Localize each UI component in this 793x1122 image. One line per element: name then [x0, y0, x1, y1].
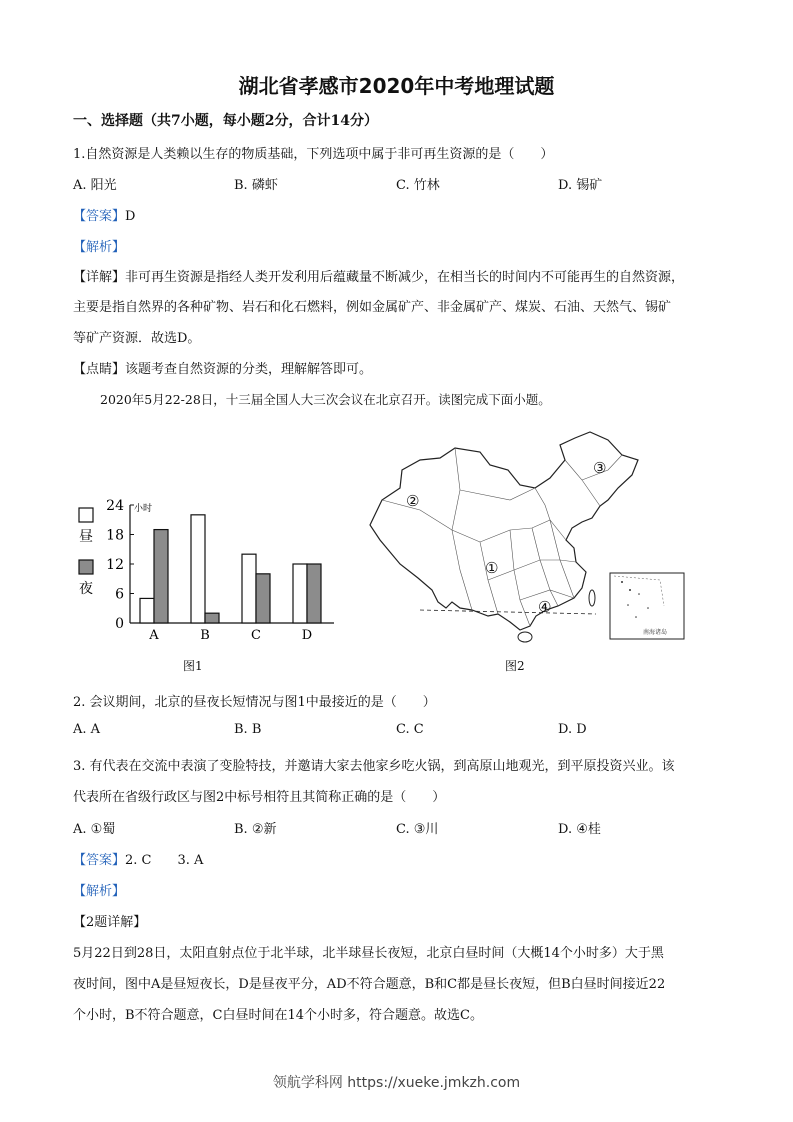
- bar-B-day: [191, 515, 205, 623]
- marker-4: ④: [538, 598, 552, 616]
- marker-2: ②: [406, 492, 420, 510]
- detail-tag: 【详解】: [73, 270, 126, 285]
- legend-swatch-day: [79, 508, 93, 522]
- y-tick-label: 0: [115, 616, 124, 632]
- q1-stem: 1.自然资源是人类赖以生存的物质基础，下列选项中属于非可再生资源的是（ ）: [73, 147, 554, 162]
- q1-option-d: D. 锡矿: [558, 178, 603, 193]
- comment-tag: 【点睛】: [73, 362, 126, 377]
- x-tick-label: B: [200, 628, 210, 643]
- province-border: [452, 448, 460, 530]
- figure2-map: [360, 430, 690, 648]
- bar-C-day: [242, 554, 256, 623]
- province-border: [480, 542, 498, 614]
- marker-1: ①: [485, 559, 499, 577]
- marker-3: ③: [593, 459, 607, 477]
- intro-text: 2020年5月22-28日，十三届全国人大三次会议在北京召开。读图完成下面小题。: [100, 392, 551, 407]
- inset-label: 南海诸岛: [643, 629, 668, 636]
- province-border: [460, 488, 535, 500]
- q1-detail-line: [73, 266, 684, 285]
- y-tick-label: 24: [106, 498, 124, 514]
- province-border: [532, 528, 558, 606]
- y-tick-label: 12: [106, 557, 124, 573]
- tropic-line: [420, 610, 596, 614]
- q3-option-d: D. ④桂: [558, 822, 601, 837]
- x-tick-label: D: [301, 628, 313, 643]
- q2-stem: 2. 会议期间，北京的昼夜长短情况与图1中最接近的是（ ）: [73, 695, 436, 710]
- bar-C-night: [256, 574, 270, 623]
- page-title: 湖北省孝感市2020年中考地理试题: [238, 74, 555, 98]
- q3-stem-line: 3. 有代表在交流中表演了变脸特技，并邀请大家去他家乡吃火锅，到高原山地观光，到平原投资兴业。该: [73, 759, 675, 774]
- answer-value: 2. C 3. A: [125, 853, 204, 868]
- q1-detail-line: 主要是指自然界的各种矿物、岩石和化石燃料，例如金属矿产、非金属矿产、煤炭、石油、天然气、锡矿: [73, 300, 672, 315]
- q2-option-c: C. C: [396, 722, 424, 737]
- x-tick-label: C: [251, 628, 261, 643]
- q1-option-c: C. 竹林: [396, 178, 440, 193]
- bar-D-night: [307, 564, 321, 623]
- province-border: [480, 520, 566, 542]
- q1-option-b: B. 磷虾: [234, 178, 278, 193]
- answer-value: D: [125, 209, 136, 224]
- detail2-tag: 【2题详解】: [73, 915, 147, 930]
- q3-option-c: C. ③川: [396, 822, 439, 837]
- bar-A-night: [154, 530, 168, 623]
- y-unit-label: 小时: [134, 504, 153, 514]
- figure2-label: 图2: [505, 659, 525, 673]
- answer-tag: 【答案】: [73, 853, 126, 868]
- taiwan-island: [589, 590, 595, 606]
- bar-A-day: [140, 598, 154, 623]
- province-border: [535, 488, 550, 520]
- legend-label-night: 夜: [79, 581, 93, 597]
- figure1-label: 图1: [183, 659, 203, 673]
- q3-option-a: A. ①蜀: [73, 822, 116, 837]
- province-border: [382, 500, 480, 542]
- answer2: [73, 849, 203, 868]
- q2-option-a: A. A: [73, 722, 101, 737]
- province-border: [510, 530, 530, 626]
- q1-detail-line: 等矿产资源．故选D。: [73, 331, 201, 346]
- detail2-line: 个小时，B不符合题意，C白昼时间在14个小时多，符合题意。故选C。: [73, 1008, 483, 1023]
- province-border: [452, 530, 472, 610]
- footer-watermark: 领航学科网 https://xueke.jmkzh.com: [272, 1075, 521, 1091]
- q2-option-d: D. D: [558, 722, 587, 737]
- y-tick-label: 6: [115, 586, 124, 603]
- q3-stem-line: 代表所在省级行政区与图2中标号相符且其简称正确的是（ ）: [73, 790, 446, 805]
- legend-label-day: 昼: [79, 529, 93, 545]
- detail-text: 非可再生资源是指经人类开发利用后蕴藏量不断减少，在相当长的时间内不可能再生的自然资源，: [125, 270, 685, 285]
- detail2-line: 5月22日到28日，太阳直射点位于北半球，北半球昼长夜短，北京白昼时间（大概14个小时多）大于黑: [73, 946, 664, 961]
- province-border: [488, 560, 576, 580]
- legend-swatch-night: [79, 560, 93, 574]
- answer-tag: 【答案】: [73, 209, 126, 224]
- figure1-chart: [72, 495, 342, 645]
- q1-comment: 【点睛】该题考查自然资源的分类，理解解答即可。: [73, 362, 373, 377]
- q1-option-a: A. 阳光: [73, 178, 117, 193]
- bar-B-night: [205, 613, 219, 623]
- bar-D-day: [293, 564, 307, 623]
- section-heading: 一、选择题（共7小题，每小题2分，合计14分）: [73, 113, 378, 129]
- detail2-line: 夜时间，图中A是昼短夜长，D是昼夜平分，AD不符合题意，B和C都是昼长夜短，但B白昼时间接近22: [73, 977, 666, 992]
- analysis-tag: 【解析】: [73, 884, 126, 899]
- q2-option-b: B. B: [234, 722, 262, 737]
- analysis-tag: 【解析】: [73, 240, 126, 255]
- q1-answer: [73, 205, 135, 224]
- x-tick-label: A: [149, 628, 159, 643]
- hainan-island: [518, 632, 532, 642]
- q3-option-b: B. ②新: [234, 822, 277, 837]
- y-tick-label: 18: [106, 527, 124, 544]
